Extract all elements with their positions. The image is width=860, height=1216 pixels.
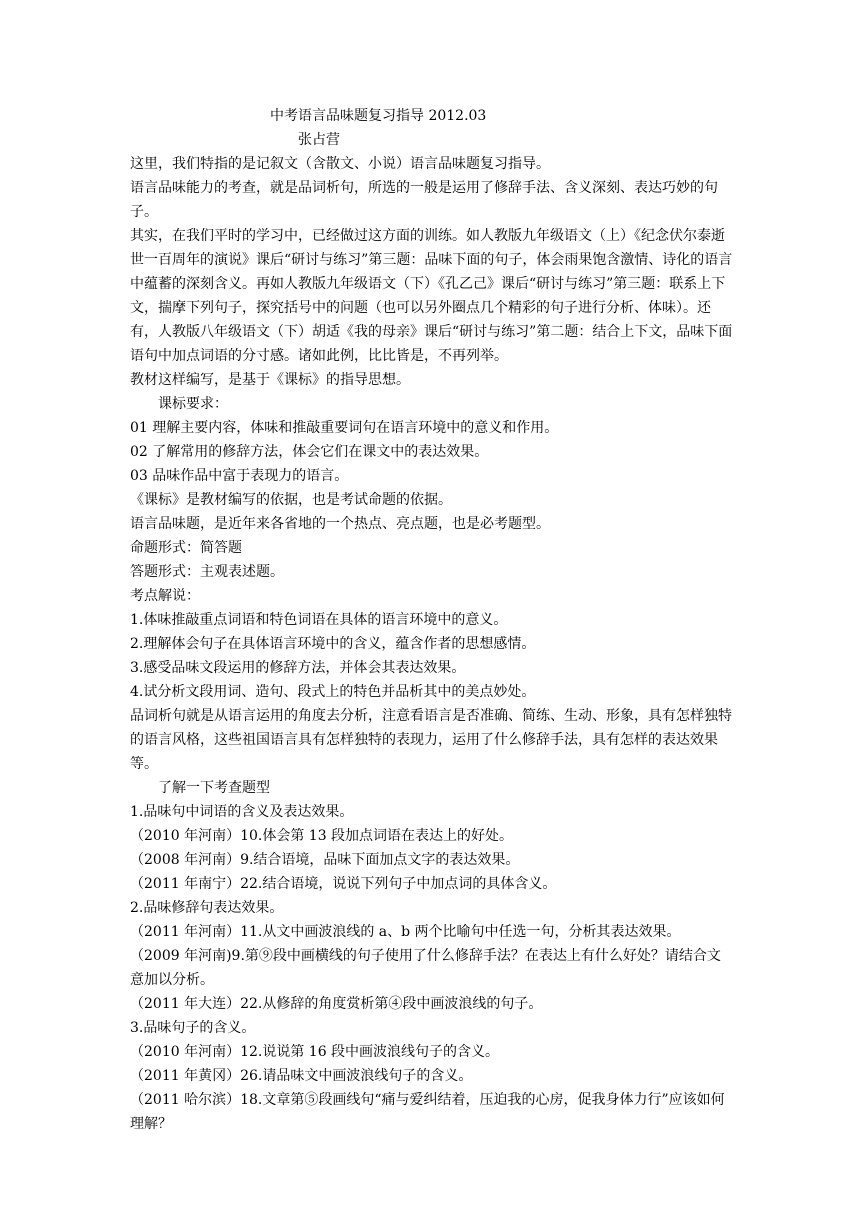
exam-question-item: （2008 年河南）9.结合语境，品味下面加点文字的表达效果。 xyxy=(130,852,520,868)
exam-points-heading: 考点解说： xyxy=(130,588,200,604)
exam-question-item: （2011 哈尔滨）18.文章第⑤段画线句“痛与爱纠结着，压迫我的心房，促我身体力行”应该如何理解？ xyxy=(130,1092,725,1132)
document-page xyxy=(130,104,734,1136)
exam-question-item: （2011 年黄冈）26.请品味文中画波浪线句子的含义。 xyxy=(130,1068,473,1084)
type-group-heading: 3.品味句子的含义。 xyxy=(130,1020,256,1036)
type-group-heading: 1.品味句中词语的含义及表达效果。 xyxy=(130,804,354,820)
exam-question-item: （2011 年南宁）22.结合语境，说说下列句子中加点词的具体含义。 xyxy=(130,876,557,892)
paragraph: 教材这样编写，是基于《课标》的指导思想。 xyxy=(130,372,410,388)
exam-question-item: （2010 年河南）12.说说第 16 段中画波浪线句子的含义。 xyxy=(130,1044,500,1060)
type-group-heading: 2.品味修辞句表达效果。 xyxy=(130,900,284,916)
exam-point-item: 1.体味推敲重点词语和特色词语在具体的语言环境中的意义。 xyxy=(130,612,508,628)
paragraph: 语言品味题，是近年来各省地的一个热点、亮点题，也是必考题型。 xyxy=(130,516,550,532)
document-title: 中考语言品味题复习指导 2012.03 xyxy=(270,108,487,124)
exam-point-item: 2.理解体会句子在具体语言环境中的含义，蕴含作者的思想感情。 xyxy=(130,636,536,652)
paragraph: 语言品味能力的考查，就是品词析句，所选的一般是运用了修辞手法、含义深刻、表达巧妙的句子。 xyxy=(130,180,718,220)
standard-item: 03 品味作品中富于表现力的语言。 xyxy=(130,468,349,484)
paragraph: 这里，我们特指的是记叙文（含散文、小说）语言品味题复习指导。 xyxy=(130,156,550,172)
document-author: 张占营 xyxy=(298,132,340,148)
exam-question-item: （2009 年河南)9.第⑨段中画横线的句子使用了什么修辞手法？在表达上有什么好处？请结合文意加以分析。 xyxy=(130,948,721,988)
question-types-heading: 了解一下考查题型 xyxy=(158,780,270,796)
exam-point-item: 3.感受品味文段运用的修辞方法，并体会其表达效果。 xyxy=(130,660,466,676)
exam-question-item: （2011 年大连）22.从修辞的角度赏析第④段中画波浪线的句子。 xyxy=(130,996,543,1012)
paragraph: 《课标》是教材编写的依据，也是考试命题的依据。 xyxy=(130,492,452,508)
analysis-paragraph: 品词析句就是从语言运用的角度去分析，注意看语言是否准确、简练、生动、形象，具有怎样独特的语言风格，这些祖国语言具有怎样独特的表现力，运用了什么修辞手法，具有怎样的表达效果等。 xyxy=(130,708,732,772)
standard-item: 02 了解常用的修辞方法，体会它们在课文中的表达效果。 xyxy=(130,444,489,460)
exam-question-item: （2010 年河南）10.体会第 13 段加点词语在表达上的好处。 xyxy=(130,828,514,844)
question-form: 命题形式：简答题 xyxy=(130,540,242,556)
standard-item: 01 理解主要内容，体味和推敲重要词句在语言环境中的意义和作用。 xyxy=(130,420,559,436)
exam-question-item: （2011 年河南）11.从文中画波浪线的 a、b 两个比喻句中任选一句，分析其表达效果。 xyxy=(130,924,681,940)
paragraph: 其实，在我们平时的学习中，已经做过这方面的训练。如人教版九年级语文（上）《纪念伏尔泰逝世一百周年的演说》课后“研讨与练习”第三题：品味下面的句子，体会雨果饱含激情、诗化的语言中蕴蓄的深刻含义。再如人教版九年级语文（下）《孔乙己》课后“研讨与练习”第三题：联系上下文，揣摩下列句子，探究括号中的问题（也可以另外圈点几个精彩的句子进行分析、体味）。还有，人教版八年级语文（下）胡适《我的母亲》课后“研讨与练习”第二题：结合上下文，品味下面语句中加点词语的分寸感。诸如此例，比比皆是，不再列举。 xyxy=(130,228,733,364)
exam-point-item: 4.试分析文段用词、造句、段式上的特色并品析其中的美点妙处。 xyxy=(130,684,536,700)
standards-heading: 课标要求： xyxy=(158,396,228,412)
answer-form: 答题形式：主观表述题。 xyxy=(130,564,284,580)
